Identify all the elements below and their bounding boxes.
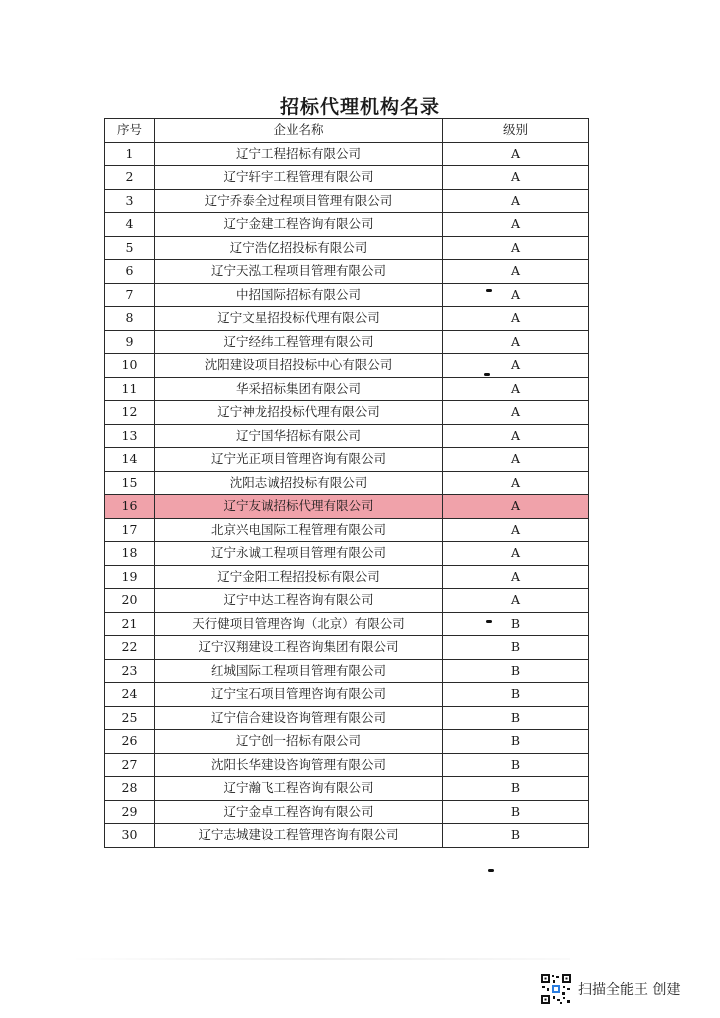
cell-grade: A — [443, 518, 589, 542]
cell-company-name: 辽宁信合建设咨询管理有限公司 — [155, 706, 443, 730]
cell-grade: A — [443, 236, 589, 260]
cell-grade: A — [443, 542, 589, 566]
cell-grade: A — [443, 142, 589, 166]
cell-grade: A — [443, 213, 589, 237]
cell-company-name: 辽宁工程招标有限公司 — [155, 142, 443, 166]
scan-speck — [486, 289, 492, 292]
cell-company-name: 中招国际招标有限公司 — [155, 283, 443, 307]
table-row — [105, 471, 589, 495]
table-row — [105, 142, 589, 166]
cell-serial-number: 27 — [105, 753, 155, 777]
scan-speck — [488, 869, 494, 872]
cell-serial-number: 1 — [105, 142, 155, 166]
cell-grade: B — [443, 612, 589, 636]
cell-serial-number: 19 — [105, 565, 155, 589]
cell-serial-number: 3 — [105, 189, 155, 213]
cell-company-name: 北京兴电国际工程管理有限公司 — [155, 518, 443, 542]
table-row — [105, 213, 589, 237]
table-row — [105, 518, 589, 542]
table-row — [105, 706, 589, 730]
cell-grade: A — [443, 589, 589, 613]
cell-grade: A — [443, 565, 589, 589]
table-row — [105, 236, 589, 260]
table-row — [105, 448, 589, 472]
cell-company-name: 辽宁瀚飞工程咨询有限公司 — [155, 777, 443, 801]
cell-grade: A — [443, 166, 589, 190]
cell-company-name: 辽宁经纬工程管理有限公司 — [155, 330, 443, 354]
cell-grade: B — [443, 800, 589, 824]
cell-serial-number: 26 — [105, 730, 155, 754]
cell-company-name: 辽宁中达工程咨询有限公司 — [155, 589, 443, 613]
table-row — [105, 636, 589, 660]
cell-grade: B — [443, 636, 589, 660]
cell-grade: B — [443, 824, 589, 848]
cell-serial-number: 10 — [105, 354, 155, 378]
cell-serial-number: 22 — [105, 636, 155, 660]
scan-speck — [486, 620, 492, 623]
cell-serial-number: 2 — [105, 166, 155, 190]
cell-serial-number: 30 — [105, 824, 155, 848]
cell-grade: A — [443, 424, 589, 448]
cell-grade: B — [443, 777, 589, 801]
cell-company-name: 辽宁文星招投标代理有限公司 — [155, 307, 443, 331]
table-row — [105, 166, 589, 190]
cell-grade: A — [443, 307, 589, 331]
table-row — [105, 307, 589, 331]
cell-company-name: 天行健项目管理咨询（北京）有限公司 — [155, 612, 443, 636]
cell-company-name: 辽宁光正项目管理咨询有限公司 — [155, 448, 443, 472]
scanner-watermark — [540, 972, 680, 1006]
cell-serial-number: 5 — [105, 236, 155, 260]
cell-serial-number: 20 — [105, 589, 155, 613]
cell-serial-number: 13 — [105, 424, 155, 448]
table-row — [105, 260, 589, 284]
table-row — [105, 730, 589, 754]
header-company-name: 企业名称 — [155, 119, 443, 143]
table-row — [105, 589, 589, 613]
cell-company-name: 辽宁创一招标有限公司 — [155, 730, 443, 754]
table-row — [105, 401, 589, 425]
scan-smudge — [70, 958, 570, 960]
cell-serial-number: 7 — [105, 283, 155, 307]
cell-serial-number: 11 — [105, 377, 155, 401]
table-header-row — [105, 119, 589, 143]
cell-company-name: 沈阳志诚招投标有限公司 — [155, 471, 443, 495]
cell-serial-number: 24 — [105, 683, 155, 707]
cell-serial-number: 15 — [105, 471, 155, 495]
cell-serial-number: 25 — [105, 706, 155, 730]
cell-company-name: 辽宁国华招标有限公司 — [155, 424, 443, 448]
table-row — [105, 424, 589, 448]
cell-company-name: 红城国际工程项目管理有限公司 — [155, 659, 443, 683]
cell-grade: B — [443, 753, 589, 777]
table-row — [105, 542, 589, 566]
cell-grade: A — [443, 471, 589, 495]
cell-serial-number: 12 — [105, 401, 155, 425]
table-row — [105, 354, 589, 378]
cell-serial-number: 23 — [105, 659, 155, 683]
cell-grade: B — [443, 706, 589, 730]
cell-company-name: 辽宁汉翔建设工程咨询集团有限公司 — [155, 636, 443, 660]
cell-grade: A — [443, 283, 589, 307]
cell-grade: A — [443, 189, 589, 213]
table-row — [105, 683, 589, 707]
header-grade: 级别 — [443, 119, 589, 143]
cell-serial-number: 28 — [105, 777, 155, 801]
cell-grade: B — [443, 730, 589, 754]
cell-serial-number: 14 — [105, 448, 155, 472]
table-row — [105, 612, 589, 636]
cell-grade: A — [443, 401, 589, 425]
cell-grade: A — [443, 377, 589, 401]
table-row — [105, 283, 589, 307]
cell-company-name: 辽宁友诚招标代理有限公司 — [155, 495, 443, 519]
table-row — [105, 495, 589, 519]
cell-serial-number: 8 — [105, 307, 155, 331]
cell-serial-number: 18 — [105, 542, 155, 566]
watermark-text: 扫描全能王 创建 — [578, 982, 681, 998]
cell-company-name: 沈阳建设项目招投标中心有限公司 — [155, 354, 443, 378]
cell-company-name: 辽宁金卓工程咨询有限公司 — [155, 800, 443, 824]
cell-serial-number: 4 — [105, 213, 155, 237]
cell-grade: A — [443, 330, 589, 354]
cell-grade: A — [443, 260, 589, 284]
cell-company-name: 辽宁宝石项目管理咨询有限公司 — [155, 683, 443, 707]
table-row — [105, 777, 589, 801]
cell-serial-number: 6 — [105, 260, 155, 284]
table-row — [105, 659, 589, 683]
scan-speck — [484, 373, 490, 376]
table-row — [105, 824, 589, 848]
cell-serial-number: 29 — [105, 800, 155, 824]
cell-company-name: 辽宁轩宇工程管理有限公司 — [155, 166, 443, 190]
table-body — [105, 142, 589, 847]
cell-grade: A — [443, 448, 589, 472]
cell-serial-number: 16 — [105, 495, 155, 519]
cell-serial-number: 21 — [105, 612, 155, 636]
cell-company-name: 辽宁神龙招投标代理有限公司 — [155, 401, 443, 425]
table-row — [105, 800, 589, 824]
cell-company-name: 辽宁天泓工程项目管理有限公司 — [155, 260, 443, 284]
table-row — [105, 189, 589, 213]
cell-company-name: 华采招标集团有限公司 — [155, 377, 443, 401]
table-row — [105, 330, 589, 354]
cell-company-name: 辽宁志城建设工程管理咨询有限公司 — [155, 824, 443, 848]
cell-grade: A — [443, 354, 589, 378]
cell-company-name: 沈阳长华建设咨询管理有限公司 — [155, 753, 443, 777]
page-title: 招标代理机构名录 — [279, 96, 440, 118]
cell-company-name: 辽宁永诚工程项目管理有限公司 — [155, 542, 443, 566]
qr-code-icon — [540, 973, 572, 1005]
cell-company-name: 辽宁浩亿招投标有限公司 — [155, 236, 443, 260]
table-row — [105, 753, 589, 777]
cell-company-name: 辽宁金建工程咨询有限公司 — [155, 213, 443, 237]
agency-table — [104, 118, 589, 848]
cell-serial-number: 17 — [105, 518, 155, 542]
header-serial-number: 序号 — [105, 119, 155, 143]
cell-grade: A — [443, 495, 589, 519]
table-row — [105, 565, 589, 589]
cell-grade: B — [443, 683, 589, 707]
table-row — [105, 377, 589, 401]
cell-grade: B — [443, 659, 589, 683]
cell-serial-number: 9 — [105, 330, 155, 354]
cell-company-name: 辽宁乔泰全过程项目管理有限公司 — [155, 189, 443, 213]
cell-company-name: 辽宁金阳工程招投标有限公司 — [155, 565, 443, 589]
